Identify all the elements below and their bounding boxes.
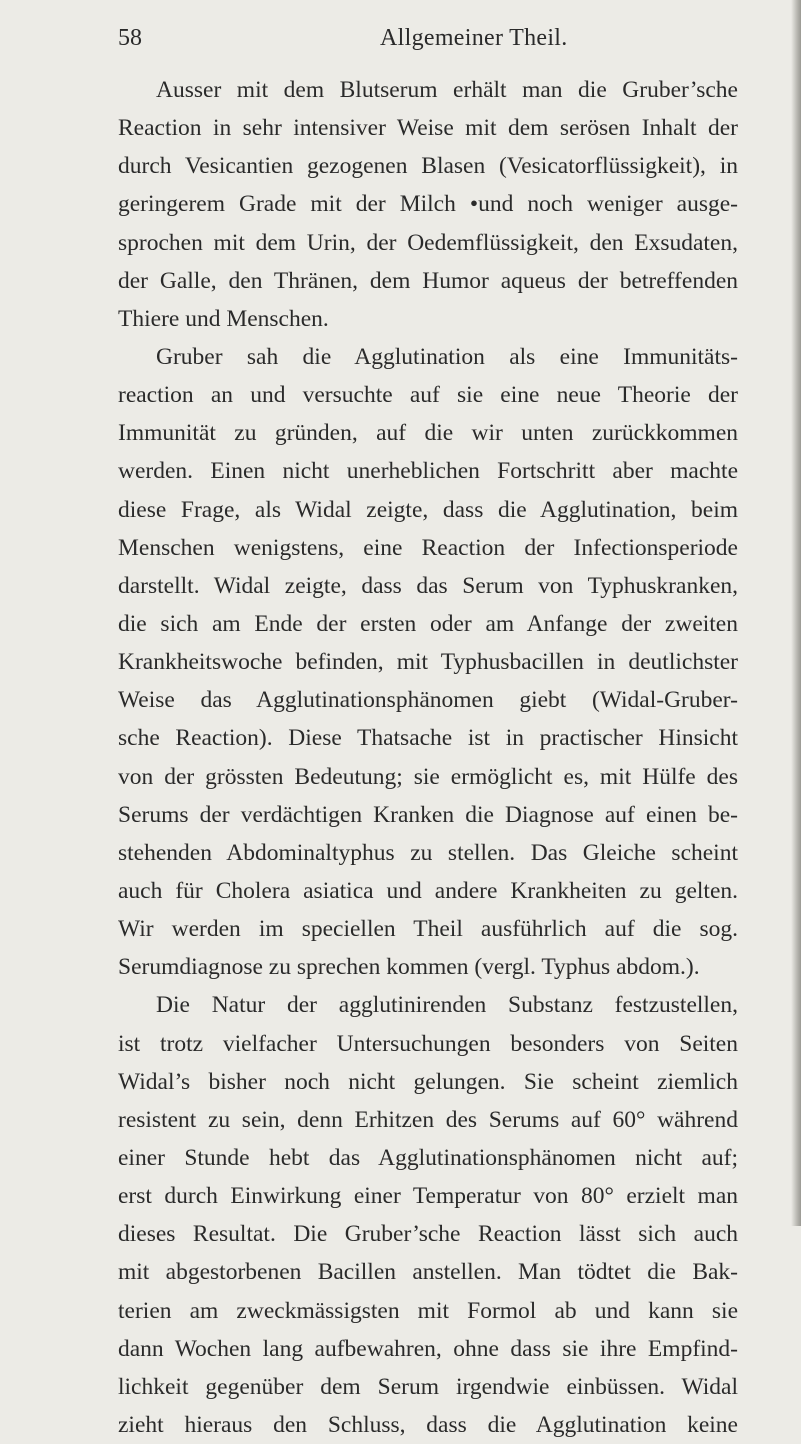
text-line: dann Wochen lang aufbewahren, ohne dass sie ihre Empfind-: [118, 1335, 738, 1362]
text-line: einer Stunde hebt das Agglutinationsphänomen nicht auf;: [118, 1144, 738, 1171]
text-line: Menschen wenigstens, eine Reaction der Infectionsperiode: [118, 534, 738, 561]
text-line: darstellt. Widal zeigte, dass das Serum von Typhuskranken,: [118, 572, 738, 599]
text-line: Serumdiagnose zu sprechen kommen (vergl. Typhus abdom.).: [118, 954, 700, 981]
text-line: reaction an und versuchte auf sie eine neue Theorie der: [118, 382, 738, 409]
text-line: lichkeit gegenüber dem Serum irgendwie einbüssen. Widal: [118, 1373, 738, 1400]
text-line: die sich am Ende der ersten oder am Anfange der zweiten: [118, 610, 738, 637]
text-line: Weise das Agglutinationsphänomen giebt (Widal-Gruber-: [118, 687, 738, 714]
text-line: ist trotz vielfacher Untersuchungen besonders von Seiten: [118, 1030, 738, 1057]
text-line: mit abgestorbenen Bacillen anstellen. Man tödtet die Bak-: [118, 1259, 738, 1286]
text-line: auch für Cholera asiatica und andere Krankheiten zu gelten.: [118, 877, 738, 904]
text-line: Serums der verdächtigen Kranken die Diagnose auf einen be-: [118, 801, 738, 828]
text-line: Gruber sah die Agglutination als eine Immunitäts-: [156, 343, 738, 370]
text-line: geringerem Grade mit der Milch •und noch weniger ausge-: [118, 191, 738, 218]
text-line: der Galle, den Thränen, dem Humor aqueus der betreffenden: [118, 267, 738, 294]
text-line: dieses Resultat. Die Gruber’sche Reaction lässt sich auch: [118, 1221, 738, 1248]
body-text: [118, 71, 738, 1444]
text-line: sprochen mit dem Urin, der Oedemflüssigkeit, den Exsudaten,: [118, 229, 738, 256]
text-line: sche Reaction). Diese Thatsache ist in practischer Hinsicht: [118, 725, 738, 752]
text-line: stehenden Abdominaltyphus zu stellen. Das Gleiche scheint: [118, 839, 738, 866]
text-line: diese Frage, als Widal zeigte, dass die Agglutination, beim: [118, 496, 738, 523]
text-line: von der grössten Bedeutung; sie ermöglicht es, mit Hülfe des: [118, 763, 738, 790]
page-edge-shadow: [791, 0, 801, 1226]
text-line: Reaction in sehr intensiver Weise mit dem serösen Inhalt der: [118, 115, 738, 142]
text-line: werden. Einen nicht unerheblichen Fortschritt aber machte: [118, 458, 738, 485]
text-line: Ausser mit dem Blutserum erhält man die Gruber’sche: [156, 77, 738, 103]
text-line: zieht hieraus den Schluss, dass die Agglutination keine: [118, 1411, 738, 1438]
text-line: terien am zweckmässigsten mit Formol ab und kann sie: [118, 1297, 738, 1324]
page-header: [118, 18, 718, 58]
text-line: Widal’s bisher noch nicht gelungen. Sie scheint ziemlich: [118, 1068, 738, 1095]
text-line: Thiere und Menschen.: [118, 305, 329, 332]
text-line: durch Vesicantien gezogenen Blasen (Vesicatorflüssigkeit), in: [118, 153, 738, 180]
text-line: Die Natur der agglutinirenden Substanz festzustellen,: [156, 992, 738, 1019]
text-line: erst durch Einwirkung einer Temperatur von 80° erzielt man: [118, 1183, 738, 1210]
text-line: Wir werden im speciellen Theil ausführlich auf die sog.: [118, 916, 738, 943]
text-line: Immunität zu gründen, auf die wir unten zurückkommen: [118, 420, 738, 447]
text-line: resistent zu sein, denn Erhitzen des Serums auf 60° während: [118, 1106, 738, 1133]
running-head: Allgemeiner Theil.: [380, 25, 568, 51]
text-line: Krankheitswoche befinden, mit Typhusbacillen in deutlichster: [118, 649, 738, 676]
page-number: 58: [118, 25, 142, 51]
